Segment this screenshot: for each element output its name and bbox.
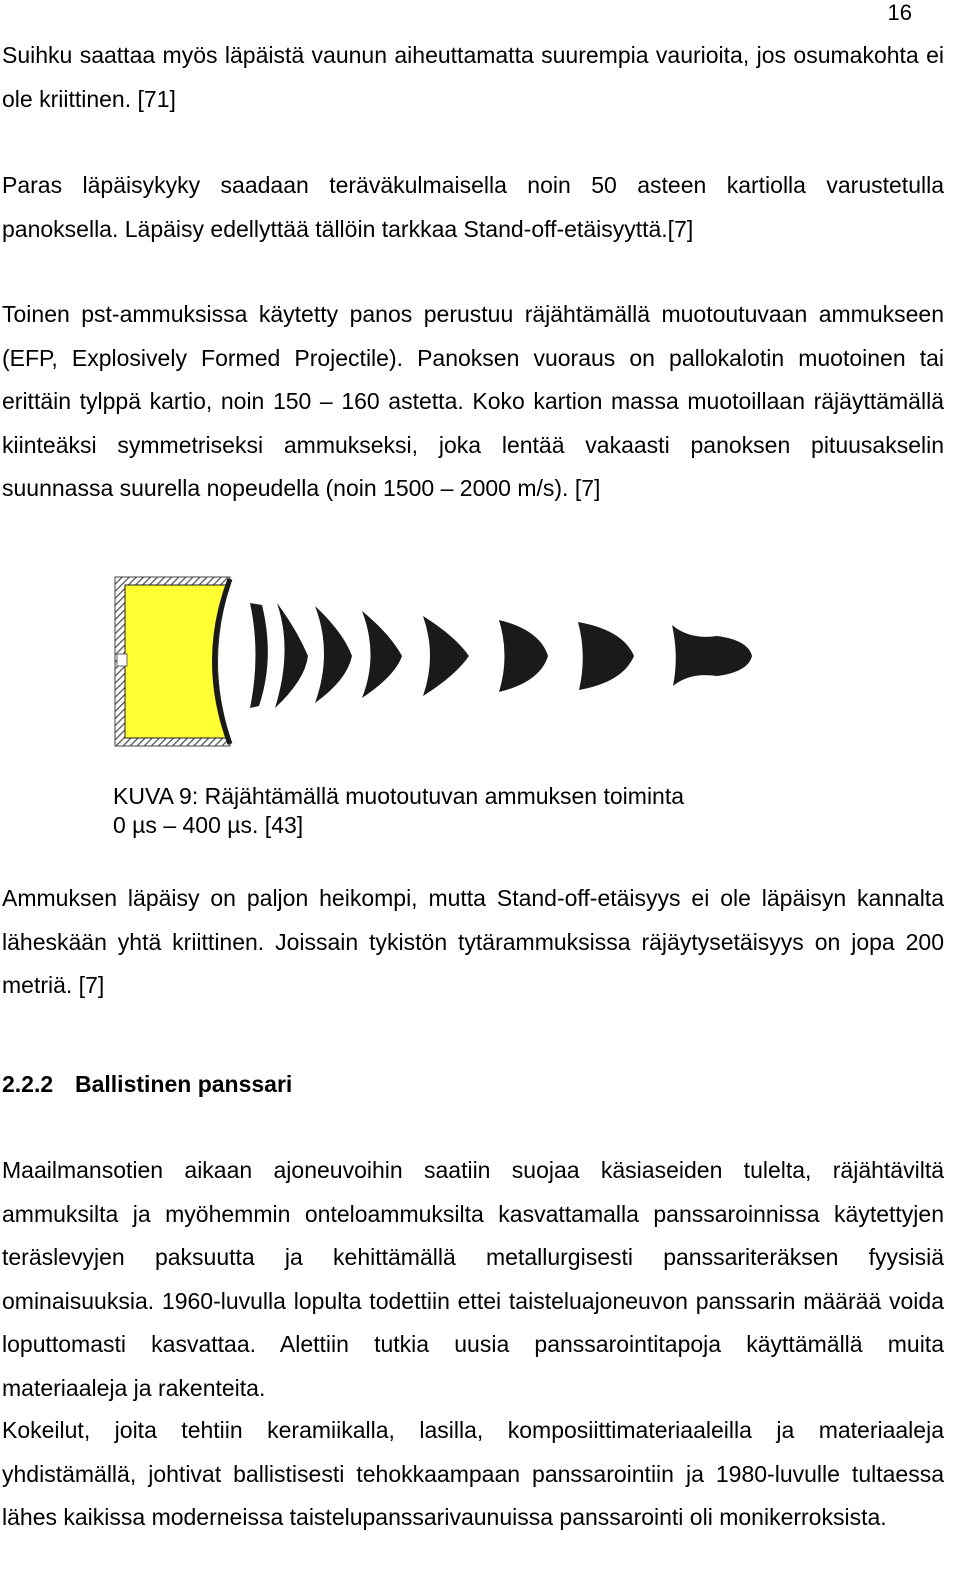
section-heading — [2, 1063, 292, 1106]
paragraph-composite-armor: Kokeilut, joita tehtiin keramiikalla, lasilla, komposiittimateriaaleilla ja materiaaleja yhdistämällä, johtivat ballistisesti tehokkaampaan panssarointiin ja 1980-luvulle tultaessa lähes kaikissa moderneissa taistelupanssarivaunuissa panssarointi oli monikerroksista. — [2, 1417, 944, 1530]
detonator — [117, 654, 127, 666]
section-number: 2.2.2 — [2, 1071, 54, 1097]
figure-caption-line-2: 0 µs – 400 µs. [43] — [113, 812, 304, 838]
figure-caption — [113, 782, 684, 840]
paragraph-penetration-ability: Paras läpäisykyky saadaan teräväkulmaisella noin 50 asteen kartiolla varustetulla panoksella. Läpäisy edellyttää tällöin tarkkaa Stand-off-etäisyyttä.[7] — [2, 172, 944, 242]
projectile-stage-6 — [499, 620, 548, 692]
paragraph-world-wars-armor: Maailmansotien aikaan ajoneuvoihin saatiin suojaa käsiaseiden tulelta, räjähtäviltä ammuksilta ja myöhemmin onteloammuksilta kasvattamalla panssaroinnissa käytettyjen teräslevyjen paksuutta ja kehittämällä metallurgisesti panssariteräksen fyysisiä ominaisuuksia. 1960-luvulla lopulta todettiin ettei taisteluajoneuvon panssarin määrää voida loputtomasti kasvattaa. Alettiin tutkia uusia panssarointitapoja käyttämällä muita materiaaleja ja rakenteita. — [2, 1157, 944, 1401]
efp-formation-figure — [105, 558, 850, 768]
projectile-stage-1 — [250, 603, 268, 708]
projectile-stage-5 — [423, 616, 469, 696]
paragraph-efp-penetration: Ammuksen läpäisy on paljon heikompi, mutta Stand-off-etäisyys ei ole läpäisyn kannalta läheskään yhtä kriittinen. Joissain tykistön tytärammuksissa räjäytysetäisyys on jopa 200 metriä. [7] — [2, 885, 944, 998]
projectile-stage-8 — [672, 625, 752, 686]
projectile-stage-3 — [315, 606, 352, 703]
page-number: 16 — [887, 0, 912, 25]
projectile-stage-7 — [578, 622, 634, 690]
paragraph-jet-penetration: Suihku saattaa myös läpäistä vaunun aiheuttamatta suurempia vaurioita, jos osumakohta ei ole kriittinen. [71] — [2, 42, 944, 112]
section-title: Ballistinen panssari — [75, 1071, 293, 1097]
efp-formation-illustration — [105, 558, 850, 768]
paragraph-efp-description: Toinen pst-ammuksissa käytetty panos perustuu räjähtämällä muotoutuvaan ammukseen (EFP, Explosively Formed Projectile). Panoksen vuoraus on pallokalotin muotoinen tai erittäin tylppä kartio, noin 150 – 160 astetta. Koko kartion massa muotoillaan räjäyttämällä kiinteäksi symmetriseksi ammukseksi, joka lentää vakaasti panoksen pituusakselin suunnassa suurella nopeudella (noin 1500 – 2000 m/s). [7] — [2, 301, 944, 501]
figure-caption-line-1: KUVA 9: Räjähtämällä muotoutuvan ammuksen toiminta — [113, 783, 685, 809]
projectile-stage-4 — [362, 611, 402, 698]
projectile-stages — [250, 603, 752, 708]
projectile-stage-2 — [275, 603, 308, 708]
